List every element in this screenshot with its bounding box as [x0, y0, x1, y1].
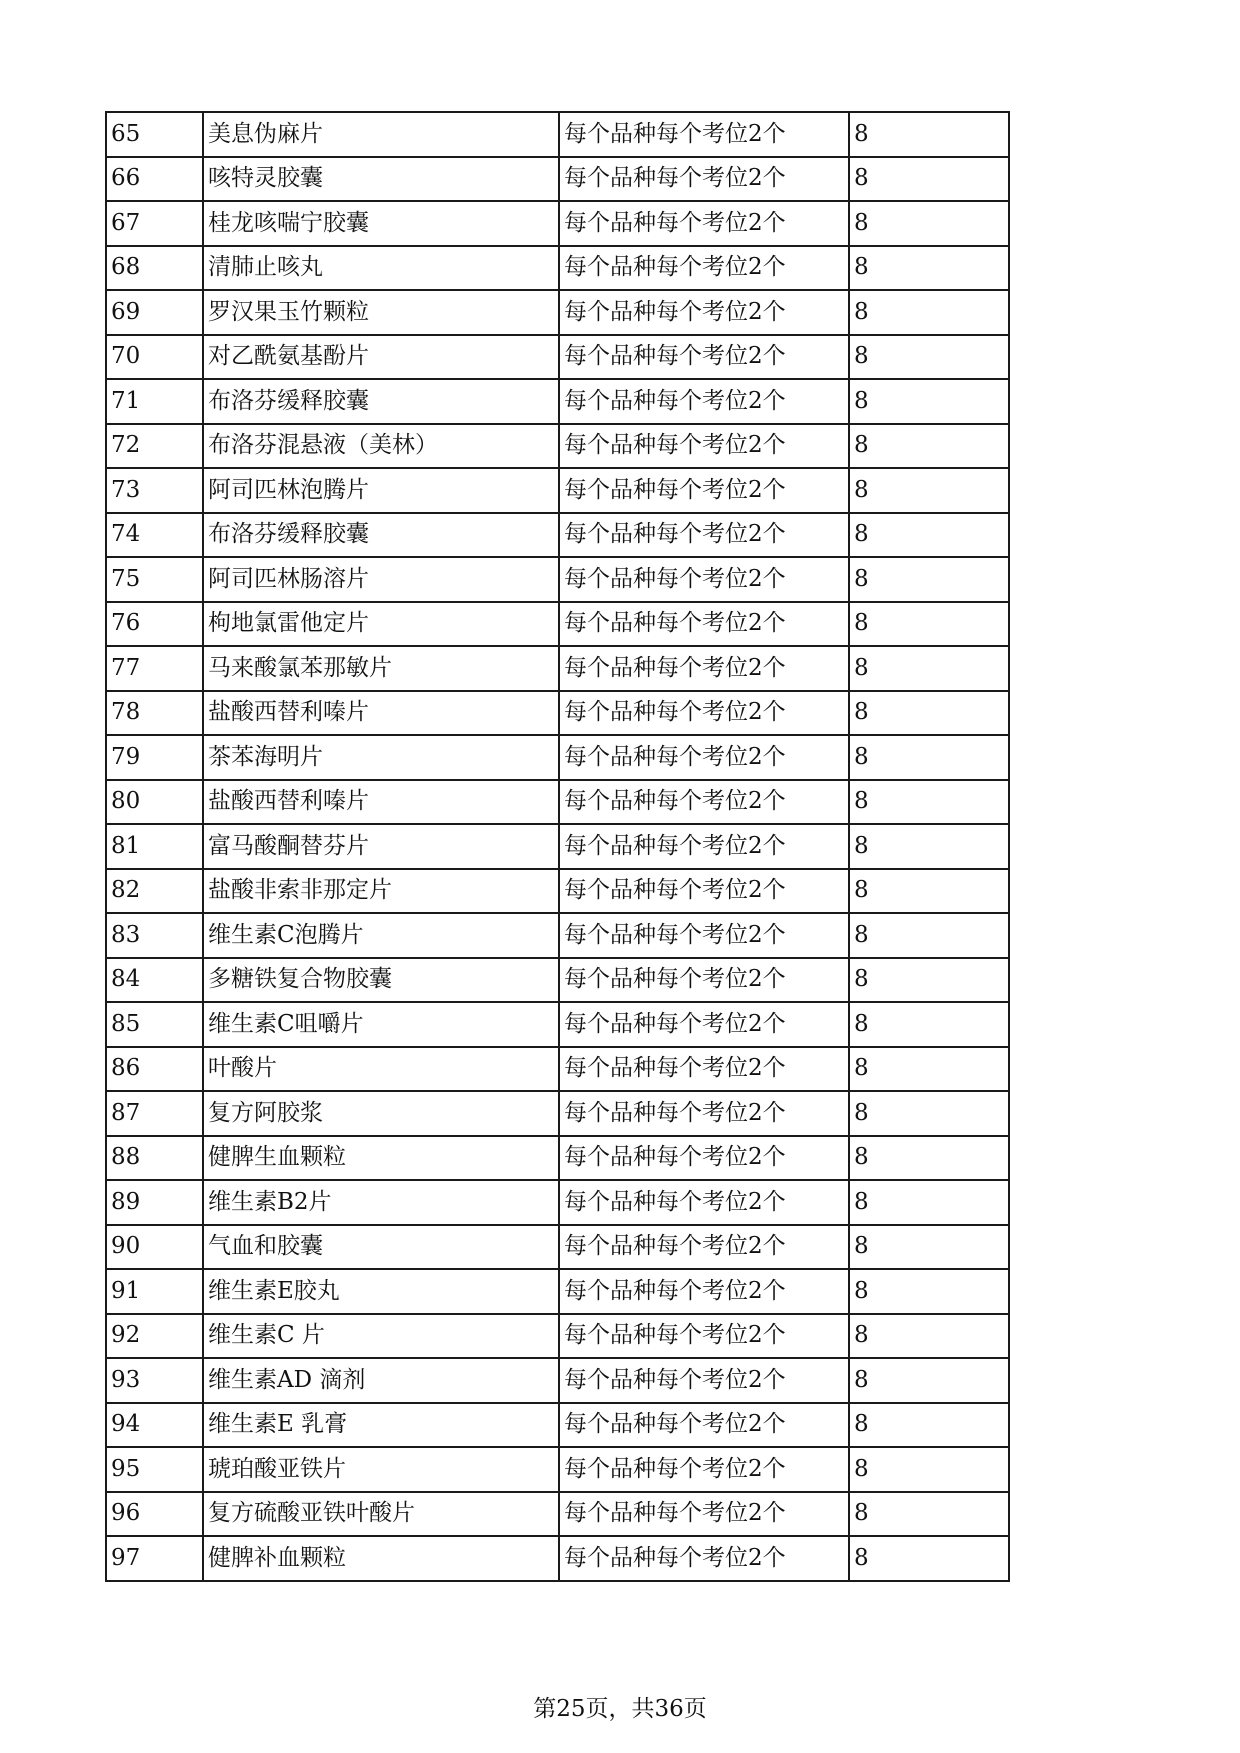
row-number-cell: 90 — [106, 1225, 203, 1270]
row-number-cell: 77 — [106, 646, 203, 691]
quantity-spec-cell: 每个品种每个考位2个 — [559, 201, 849, 246]
table-row — [106, 157, 1009, 202]
row-number-cell: 89 — [106, 1180, 203, 1225]
table-body — [106, 112, 1009, 1581]
drug-name-cell: 美息伪麻片 — [203, 112, 559, 157]
drug-name-cell: 清肺止咳丸 — [203, 246, 559, 291]
count-cell: 8 — [849, 379, 1009, 424]
count-cell: 8 — [849, 780, 1009, 825]
quantity-spec-cell: 每个品种每个考位2个 — [559, 1002, 849, 1047]
quantity-spec-cell: 每个品种每个考位2个 — [559, 1225, 849, 1270]
table-row — [106, 424, 1009, 469]
drug-name-cell: 维生素E胶丸 — [203, 1269, 559, 1314]
row-number-cell: 65 — [106, 112, 203, 157]
count-cell: 8 — [849, 1314, 1009, 1359]
drug-name-cell: 多糖铁复合物胶囊 — [203, 958, 559, 1003]
count-cell: 8 — [849, 1447, 1009, 1492]
table-row — [106, 1180, 1009, 1225]
drug-name-cell: 复方硫酸亚铁叶酸片 — [203, 1492, 559, 1537]
drug-name-cell: 维生素B2片 — [203, 1180, 559, 1225]
quantity-spec-cell: 每个品种每个考位2个 — [559, 1492, 849, 1537]
count-cell: 8 — [849, 246, 1009, 291]
row-number-cell: 92 — [106, 1314, 203, 1359]
table-row — [106, 691, 1009, 736]
count-cell: 8 — [849, 1225, 1009, 1270]
drug-name-cell: 罗汉果玉竹颗粒 — [203, 290, 559, 335]
row-number-cell: 66 — [106, 157, 203, 202]
drug-name-cell: 维生素C咀嚼片 — [203, 1002, 559, 1047]
drug-name-cell: 维生素AD 滴剂 — [203, 1358, 559, 1403]
count-cell: 8 — [849, 735, 1009, 780]
table-row — [106, 201, 1009, 246]
count-cell: 8 — [849, 958, 1009, 1003]
quantity-spec-cell: 每个品种每个考位2个 — [559, 157, 849, 202]
row-number-cell: 82 — [106, 869, 203, 914]
drug-name-cell: 复方阿胶浆 — [203, 1091, 559, 1136]
drug-name-cell: 叶酸片 — [203, 1047, 559, 1092]
drug-name-cell: 桂龙咳喘宁胶囊 — [203, 201, 559, 246]
table-row — [106, 1492, 1009, 1537]
count-cell: 8 — [849, 1002, 1009, 1047]
table-row — [106, 1536, 1009, 1581]
quantity-spec-cell: 每个品种每个考位2个 — [559, 1403, 849, 1448]
table-row — [106, 1091, 1009, 1136]
table-row — [106, 1447, 1009, 1492]
page-number-footer: 第25页，共36页 — [533, 1696, 707, 1722]
drug-name-cell: 盐酸西替利嗪片 — [203, 691, 559, 736]
table-row — [106, 335, 1009, 380]
table-row — [106, 735, 1009, 780]
drug-name-cell: 对乙酰氨基酚片 — [203, 335, 559, 380]
quantity-spec-cell: 每个品种每个考位2个 — [559, 913, 849, 958]
drug-name-cell: 盐酸非索非那定片 — [203, 869, 559, 914]
quantity-spec-cell: 每个品种每个考位2个 — [559, 824, 849, 869]
count-cell: 8 — [849, 513, 1009, 558]
count-cell: 8 — [849, 1047, 1009, 1092]
drug-name-cell: 富马酸酮替芬片 — [203, 824, 559, 869]
count-cell: 8 — [849, 1492, 1009, 1537]
count-cell: 8 — [849, 157, 1009, 202]
drug-name-cell: 气血和胶囊 — [203, 1225, 559, 1270]
count-cell: 8 — [849, 468, 1009, 513]
row-number-cell: 80 — [106, 780, 203, 825]
table-row — [106, 112, 1009, 157]
quantity-spec-cell: 每个品种每个考位2个 — [559, 1269, 849, 1314]
drug-name-cell: 阿司匹林泡腾片 — [203, 468, 559, 513]
row-number-cell: 71 — [106, 379, 203, 424]
quantity-spec-cell: 每个品种每个考位2个 — [559, 246, 849, 291]
drug-name-cell: 枸地氯雷他定片 — [203, 602, 559, 647]
quantity-spec-cell: 每个品种每个考位2个 — [559, 1314, 849, 1359]
row-number-cell: 83 — [106, 913, 203, 958]
count-cell: 8 — [849, 646, 1009, 691]
quantity-spec-cell: 每个品种每个考位2个 — [559, 1358, 849, 1403]
drug-name-cell: 阿司匹林肠溶片 — [203, 557, 559, 602]
table-row — [106, 913, 1009, 958]
row-number-cell: 75 — [106, 557, 203, 602]
row-number-cell: 93 — [106, 1358, 203, 1403]
count-cell: 8 — [849, 869, 1009, 914]
drug-name-cell: 咳特灵胶囊 — [203, 157, 559, 202]
count-cell: 8 — [849, 1536, 1009, 1581]
quantity-spec-cell: 每个品种每个考位2个 — [559, 1536, 849, 1581]
table-row — [106, 557, 1009, 602]
row-number-cell: 68 — [106, 246, 203, 291]
quantity-spec-cell: 每个品种每个考位2个 — [559, 1447, 849, 1492]
row-number-cell: 72 — [106, 424, 203, 469]
row-number-cell: 86 — [106, 1047, 203, 1092]
table-row — [106, 1136, 1009, 1181]
drug-name-cell: 维生素E 乳膏 — [203, 1403, 559, 1448]
quantity-spec-cell: 每个品种每个考位2个 — [559, 958, 849, 1003]
row-number-cell: 95 — [106, 1447, 203, 1492]
count-cell: 8 — [849, 112, 1009, 157]
table-row — [106, 958, 1009, 1003]
row-number-cell: 70 — [106, 335, 203, 380]
quantity-spec-cell: 每个品种每个考位2个 — [559, 290, 849, 335]
table-row — [106, 1002, 1009, 1047]
table-row — [106, 379, 1009, 424]
row-number-cell: 69 — [106, 290, 203, 335]
row-number-cell: 85 — [106, 1002, 203, 1047]
drug-name-cell: 茶苯海明片 — [203, 735, 559, 780]
row-number-cell: 74 — [106, 513, 203, 558]
drug-name-cell: 琥珀酸亚铁片 — [203, 1447, 559, 1492]
row-number-cell: 79 — [106, 735, 203, 780]
row-number-cell: 96 — [106, 1492, 203, 1537]
quantity-spec-cell: 每个品种每个考位2个 — [559, 112, 849, 157]
quantity-spec-cell: 每个品种每个考位2个 — [559, 780, 849, 825]
count-cell: 8 — [849, 913, 1009, 958]
table-row — [106, 824, 1009, 869]
table-row — [106, 1314, 1009, 1359]
drug-name-cell: 维生素C 片 — [203, 1314, 559, 1359]
quantity-spec-cell: 每个品种每个考位2个 — [559, 602, 849, 647]
count-cell: 8 — [849, 691, 1009, 736]
table-row — [106, 780, 1009, 825]
table-row — [106, 1403, 1009, 1448]
drug-name-cell: 健脾补血颗粒 — [203, 1536, 559, 1581]
drug-name-cell: 布洛芬混悬液（美林） — [203, 424, 559, 469]
row-number-cell: 84 — [106, 958, 203, 1003]
count-cell: 8 — [849, 1091, 1009, 1136]
row-number-cell: 73 — [106, 468, 203, 513]
count-cell: 8 — [849, 824, 1009, 869]
row-number-cell: 88 — [106, 1136, 203, 1181]
row-number-cell: 81 — [106, 824, 203, 869]
quantity-spec-cell: 每个品种每个考位2个 — [559, 735, 849, 780]
count-cell: 8 — [849, 1180, 1009, 1225]
table-row — [106, 646, 1009, 691]
drug-name-cell: 布洛芬缓释胶囊 — [203, 379, 559, 424]
row-number-cell: 94 — [106, 1403, 203, 1448]
quantity-spec-cell: 每个品种每个考位2个 — [559, 424, 849, 469]
table-row — [106, 290, 1009, 335]
count-cell: 8 — [849, 201, 1009, 246]
quantity-spec-cell: 每个品种每个考位2个 — [559, 1091, 849, 1136]
count-cell: 8 — [849, 335, 1009, 380]
drug-name-cell: 布洛芬缓释胶囊 — [203, 513, 559, 558]
quantity-spec-cell: 每个品种每个考位2个 — [559, 1180, 849, 1225]
table-row — [106, 869, 1009, 914]
quantity-spec-cell: 每个品种每个考位2个 — [559, 646, 849, 691]
table-row — [106, 1358, 1009, 1403]
quantity-spec-cell: 每个品种每个考位2个 — [559, 1047, 849, 1092]
table-row — [106, 246, 1009, 291]
row-number-cell: 76 — [106, 602, 203, 647]
table-row — [106, 513, 1009, 558]
table-row — [106, 468, 1009, 513]
count-cell: 8 — [849, 1358, 1009, 1403]
count-cell: 8 — [849, 557, 1009, 602]
drug-name-cell: 维生素C泡腾片 — [203, 913, 559, 958]
drug-name-cell: 马来酸氯苯那敏片 — [203, 646, 559, 691]
quantity-spec-cell: 每个品种每个考位2个 — [559, 513, 849, 558]
count-cell: 8 — [849, 1136, 1009, 1181]
table-row — [106, 1225, 1009, 1270]
quantity-spec-cell: 每个品种每个考位2个 — [559, 468, 849, 513]
count-cell: 8 — [849, 290, 1009, 335]
drug-name-cell: 健脾生血颗粒 — [203, 1136, 559, 1181]
quantity-spec-cell: 每个品种每个考位2个 — [559, 1136, 849, 1181]
quantity-spec-cell: 每个品种每个考位2个 — [559, 379, 849, 424]
drug-name-cell: 盐酸西替利嗪片 — [203, 780, 559, 825]
table-row — [106, 1047, 1009, 1092]
quantity-spec-cell: 每个品种每个考位2个 — [559, 691, 849, 736]
row-number-cell: 97 — [106, 1536, 203, 1581]
quantity-spec-cell: 每个品种每个考位2个 — [559, 557, 849, 602]
count-cell: 8 — [849, 1403, 1009, 1448]
quantity-spec-cell: 每个品种每个考位2个 — [559, 335, 849, 380]
row-number-cell: 91 — [106, 1269, 203, 1314]
count-cell: 8 — [849, 602, 1009, 647]
row-number-cell: 67 — [106, 201, 203, 246]
drug-list-table — [105, 111, 1010, 1582]
row-number-cell: 78 — [106, 691, 203, 736]
table-row — [106, 602, 1009, 647]
table-row — [106, 1269, 1009, 1314]
count-cell: 8 — [849, 424, 1009, 469]
count-cell: 8 — [849, 1269, 1009, 1314]
row-number-cell: 87 — [106, 1091, 203, 1136]
quantity-spec-cell: 每个品种每个考位2个 — [559, 869, 849, 914]
